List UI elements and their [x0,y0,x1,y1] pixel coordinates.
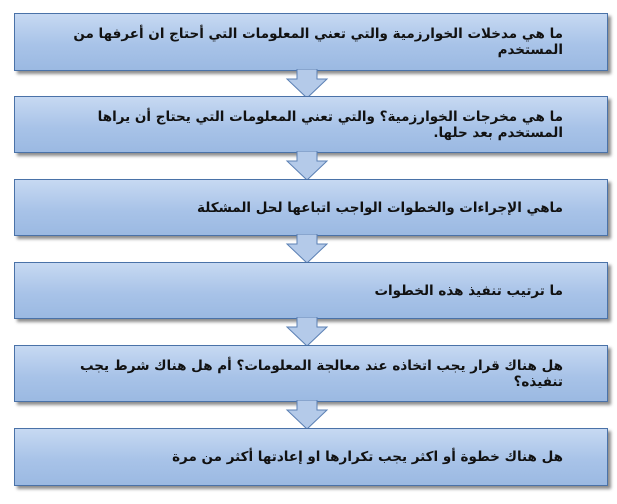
step-text-3: ماهي الإجراءات والخطوات الواجب اتباعها لحل المشكلة [197,199,563,216]
step-box-4 [14,262,608,319]
step-text-4: ما ترتيب تنفيذ هذه الخطوات [374,282,563,299]
flow-arrow-2 [285,151,329,181]
flow-arrow-5 [285,400,329,430]
flow-arrow-4 [285,317,329,347]
flow-arrow-1 [285,69,329,99]
step-text-5: هل هناك قرار يجب اتخاذه عند معالجة المعلومات؟ أم هل هناك شرط يجب تنفيذه؟ [79,357,563,390]
step-box-2 [14,96,608,153]
step-box-1 [14,13,608,71]
step-text-2: ما هي مخرجات الخوارزمية؟ والتي تعني المعلومات التي يحتاج أن يراها المستخدم بعد حلها. [97,108,563,141]
step-box-3 [14,179,608,236]
flow-arrow-3 [285,234,329,264]
step-text-1: ما هي مدخلات الخوارزمية والتي تعني المعلومات التي أحتاج ان أعرفها من المستخدم [73,26,563,58]
step-box-5 [14,345,608,402]
step-text-6: هل هناك خطوة أو اكثر يجب تكرارها او إعادتها أكثر من مرة [172,449,563,465]
step-box-6 [14,428,608,486]
